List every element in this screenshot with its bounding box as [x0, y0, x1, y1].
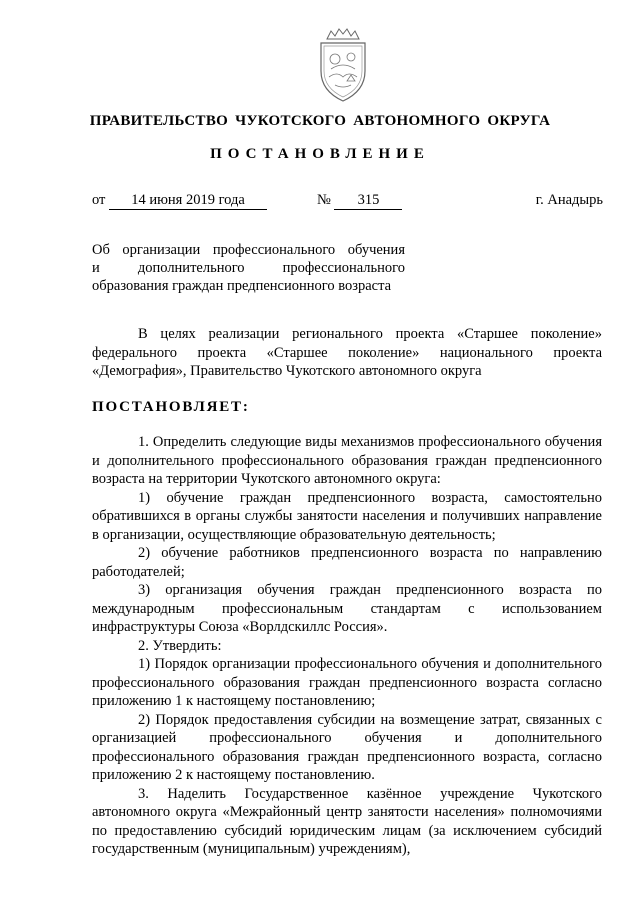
- item-paragraph: 1. Определить следующие виды механизмов профессионального обучения и дополнительного профессионального образования граждан предпенсионного возраста на территории Чукотского автономного округа:: [92, 434, 602, 487]
- decree-items: [92, 433, 602, 859]
- subject-line: и дополнительного профессионального: [92, 260, 405, 276]
- item-paragraph: 2) Порядок предоставления субсидии на возмещение затрат, связанных с организацией профессионального обучения и дополнительного профессионального образования граждан предпенсионного возраста, согласно приложению 2 к настоящему постановлению.: [92, 711, 602, 783]
- subject-line: образования граждан предпенсионного возраста: [92, 278, 392, 294]
- preamble: [92, 325, 602, 381]
- item-paragraph: 3. Наделить Государственное казённое учреждение Чукотского автономного округа «Межрайонный центр занятости населения» полномочиями по предоставлению субсидий юридическим лицам (за исключением субсидий государственным (муниципальным) учреждениям),: [92, 785, 602, 857]
- document-number: 315: [334, 191, 402, 210]
- date-label: от: [92, 192, 106, 208]
- number-label: №: [317, 192, 331, 208]
- government-title: ПРАВИТЕЛЬСТВО ЧУКОТСКОГО АВТОНОМНОГО ОКРУГА: [89, 113, 551, 129]
- document-date: 14 июня 2019 года: [109, 191, 267, 210]
- preamble-paragraph: В целях реализации регионального проекта «Старшее поколение» федерального проекта «Старшее поколение» национального проекта «Демография», Правительство Чукотского автономного округа: [92, 326, 602, 379]
- document-type: ПОСТАНОВЛЕНИЕ: [210, 146, 430, 162]
- item-paragraph: 1) обучение граждан предпенсионного возраста, самостоятельно обратившихся в органы службы занятости населения и получивших направление в организации, осуществляющие образовательную деятельность;: [92, 489, 602, 543]
- coat-of-arms-icon: [307, 25, 379, 107]
- subject-line: Об организации профессионального обучения: [92, 242, 405, 258]
- item-paragraph: 1) Порядок организации профессионального обучения и дополнительного профессионального образования граждан предпенсионного возраста согласно приложению 1 к настоящему постановлению;: [92, 656, 602, 709]
- item-paragraph: 3) организация обучения граждан предпенсионного возраста по международным профессиональным стандартам с использованием инфраструктуры Союза «Ворлдскиллс Россия».: [92, 582, 602, 635]
- item-paragraph: 2. Утвердить:: [138, 637, 222, 654]
- document-date-line: [92, 191, 267, 210]
- document-subject: [92, 241, 405, 295]
- item-paragraph: 2) обучение работников предпенсионного возраста по направлению работодателей;: [92, 545, 602, 580]
- document-number-line: [317, 191, 402, 210]
- decree-heading: ПОСТАНОВЛЯЕТ:: [92, 399, 250, 415]
- document-city: г. Анадырь: [535, 192, 603, 208]
